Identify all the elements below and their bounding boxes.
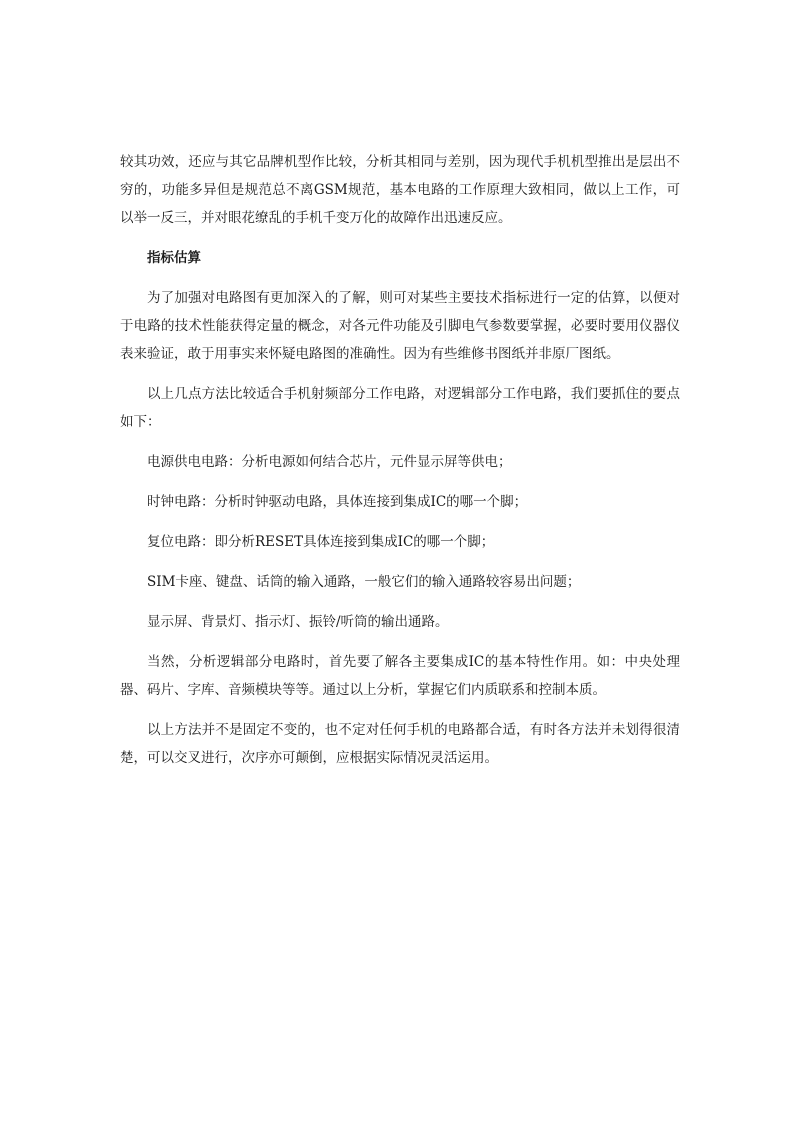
paragraph-indicator-estimation: 为了加强对电路图有更加深入的了解，则可对某些主要技术指标进行一定的估算，以便对于电路的技术性能获得定量的概念，对各元件功能及引脚电气参数要掌握，必要时要用仪器仪表来验证，敢于用事实来怀疑电路图的准确性。因为有些维修书图纸并非原厂图纸。 <box>120 290 680 362</box>
list-item-reset-circuit: 复位电路：即分析RESET具体连接到集成IC的哪一个脚； <box>147 534 495 550</box>
list-item-clock-circuit: 时钟电路：分析时钟驱动电路，具体连接到集成IC的哪一个脚； <box>147 494 528 510</box>
list-item-output-paths: 显示屏、背景灯、指示灯、振铃/听筒的输出通路。 <box>147 614 449 630</box>
paragraph-conclusion: 以上方法并不是固定不变的，也不定对任何手机的电路都合适，有时各方法并未划得很清楚，可以交叉进行，次序亦可颠倒，应根据实际情况灵活运用。 <box>120 722 680 766</box>
paragraph-continuation: 较其功效，还应与其它品牌机型作比较，分析其相同与差别，因为现代手机机型推出是层出不穷的，功能多异但是规范总不离GSM规范，基本电路的工作原理大致相同，做以上工作，可以举一反三，并对眼花缭乱的手机千变万化的故障作出迅速反应。 <box>120 154 680 226</box>
list-item-input-paths: SIM卡座、键盘、话筒的输入通路，一般它们的输入通路较容易出问题； <box>147 574 581 590</box>
list-item-power-supply: 电源供电电路：分析电源如何结合芯片，元件显示屏等供电； <box>147 454 512 470</box>
paragraph-ic-characteristics: 当然，分析逻辑部分电路时，首先要了解各主要集成IC的基本特性作用。如：中央处理器、码片、字库、音频模块等等。通过以上分析，掌握它们内质联系和控制本质。 <box>120 654 680 698</box>
paragraph-logic-key-points: 以上几点方法比较适合手机射频部分工作电路，对逻辑部分工作电路，我们要抓住的要点如下： <box>120 386 680 430</box>
section-heading-indicator-estimation: 指标估算 <box>147 250 201 266</box>
document-body <box>120 148 680 772</box>
